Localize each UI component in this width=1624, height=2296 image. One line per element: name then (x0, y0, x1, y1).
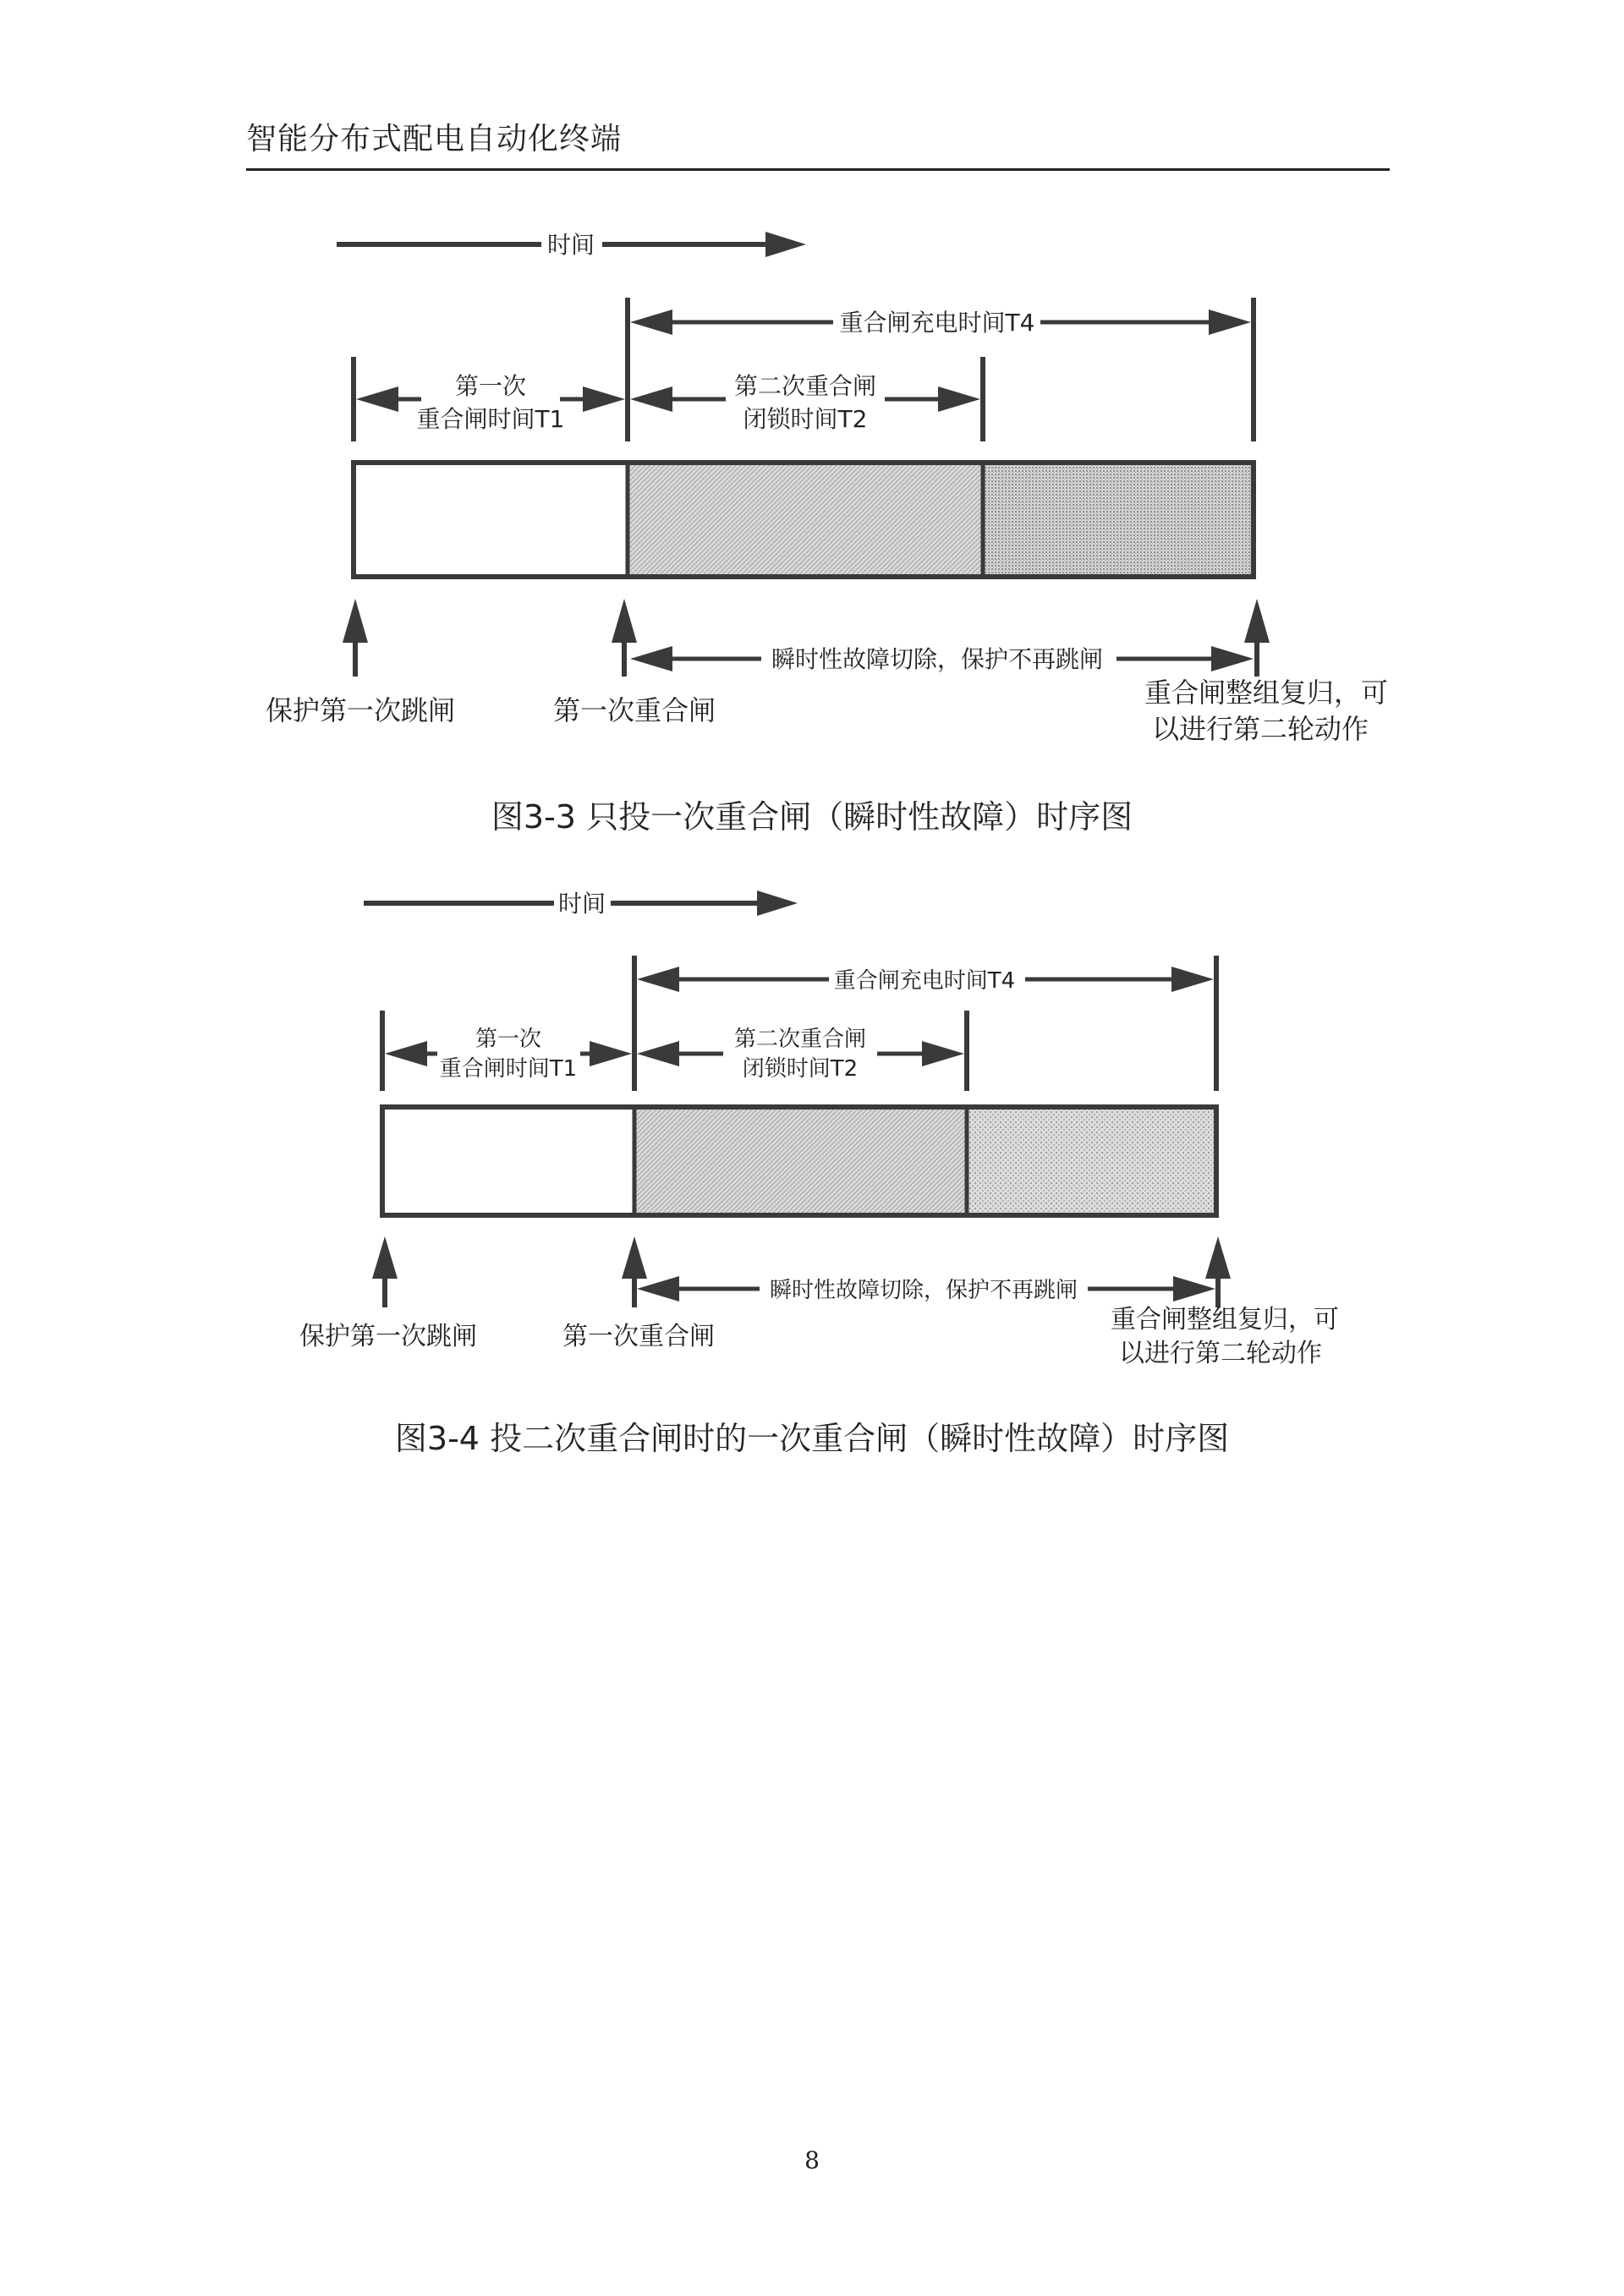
time-label: 时间 (546, 231, 595, 259)
timing-diagram-3-4 (0, 871, 1624, 1412)
event-label-trip: 保护第一次跳闸 (299, 1322, 477, 1351)
t2-label-line2: 闭锁时间T2 (743, 405, 868, 433)
event-label-reset-line1: 重合闸整组复归，可 (1144, 677, 1389, 709)
bar-segment-t4-rest (967, 1107, 1216, 1215)
bar-segment-t2 (628, 463, 983, 577)
timing-diagram-3-3 (0, 211, 1624, 770)
event-label-reset-line2: 以进行第二轮动作 (1119, 1339, 1322, 1368)
t2-label-line2: 闭锁时间T2 (742, 1056, 859, 1082)
t1-label-line2: 重合闸时间T1 (416, 405, 565, 433)
t1-label-line1: 第一次 (475, 1027, 542, 1052)
t2-label-line1: 第二次重合闸 (733, 1027, 867, 1052)
timing-bar (354, 463, 1254, 577)
bar-segment-t1 (354, 463, 628, 577)
fault-cleared-label: 瞬时性故障切除，保护不再跳闸 (771, 645, 1104, 673)
event-arrow-reclose (612, 599, 637, 677)
t2-label-line1: 第二次重合闸 (733, 372, 877, 400)
t1-label-line2: 重合闸时间T1 (439, 1056, 578, 1082)
event-label-reclose: 第一次重合闸 (552, 694, 716, 726)
event-arrow-trip (343, 599, 368, 677)
event-label-trip: 保护第一次跳闸 (265, 694, 456, 726)
bar-segment-t1 (382, 1107, 634, 1215)
bar-segment-t4-rest (983, 463, 1254, 577)
page-header-title: 智能分布式配电自动化终端 (246, 122, 623, 156)
bar-segment-t2 (634, 1107, 967, 1215)
fault-cleared-label: 瞬时性故障切除，保护不再跳闸 (769, 1278, 1078, 1303)
event-arrow-trip (372, 1236, 398, 1307)
event-label-reclose: 第一次重合闸 (562, 1322, 715, 1351)
event-arrow-reset (1205, 1236, 1231, 1307)
header-divider (246, 168, 1390, 171)
t1-label-line1: 第一次 (454, 372, 527, 400)
event-label-reset-line1: 重合闸整组复归，可 (1111, 1305, 1339, 1334)
timing-bar (382, 1107, 1216, 1215)
event-arrow-reclose (622, 1236, 647, 1307)
figure-caption-3-3: 图3-3 只投一次重合闸（瞬时性故障）时序图 (491, 798, 1133, 836)
t4-label: 重合闸充电时间T4 (839, 309, 1035, 337)
time-label: 时间 (557, 890, 606, 918)
t4-label: 重合闸充电时间T4 (833, 968, 1016, 994)
event-arrow-reset (1244, 599, 1270, 677)
event-label-reset-line2: 以进行第二轮动作 (1151, 713, 1369, 745)
figure-caption-3-4: 图3-4 投二次重合闸时的一次重合闸（瞬时性故障）时序图 (394, 1420, 1230, 1457)
page-number: 8 (804, 2146, 820, 2174)
